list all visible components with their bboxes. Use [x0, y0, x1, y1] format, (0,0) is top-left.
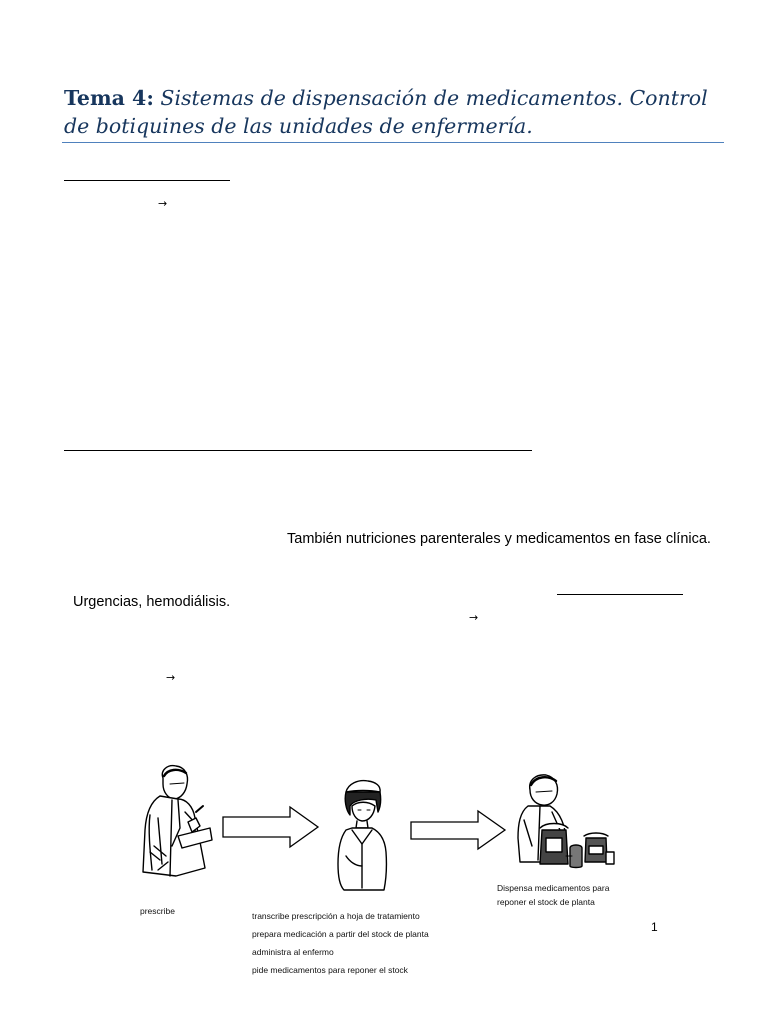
title-subject: Sistemas de dispensación de medicamentos. Control de botiquines de las unidades de enfermería. — [64, 86, 708, 138]
pharmacist-caption-2: reponer el stock de planta — [497, 897, 595, 907]
nurse-caption-2: prepara medicación a partir del stock de planta — [252, 929, 429, 939]
paragraph-urgencias: Urgencias, hemodiálisis. — [73, 594, 231, 610]
paragraph-tambien: También nutriciones parenterales y medicamentos en fase clínica. — [287, 531, 711, 547]
flow-arrow-2 — [411, 811, 505, 849]
nurse-caption-3: administra al enfermo — [252, 947, 334, 957]
pharmacist-caption-1: Dispensa medicamentos para — [497, 883, 610, 893]
arrow-icon: → — [469, 611, 479, 624]
title-tema: Tema 4: — [64, 86, 154, 110]
nurse-caption-1: transcribe prescripción a hoja de tratamiento — [252, 911, 420, 921]
doctor-illustration — [143, 766, 212, 876]
doctor-caption: prescribe — [140, 906, 175, 916]
arrow-icon: → — [158, 197, 168, 210]
flow-arrow-1 — [223, 807, 318, 847]
pharmacist-illustration — [518, 775, 614, 868]
page-number: 1 — [651, 920, 658, 934]
nurse-caption-4: pide medicamentos para reponer el stock — [252, 965, 408, 975]
arrow-icon: → — [166, 671, 176, 684]
nurse-illustration — [338, 781, 386, 890]
